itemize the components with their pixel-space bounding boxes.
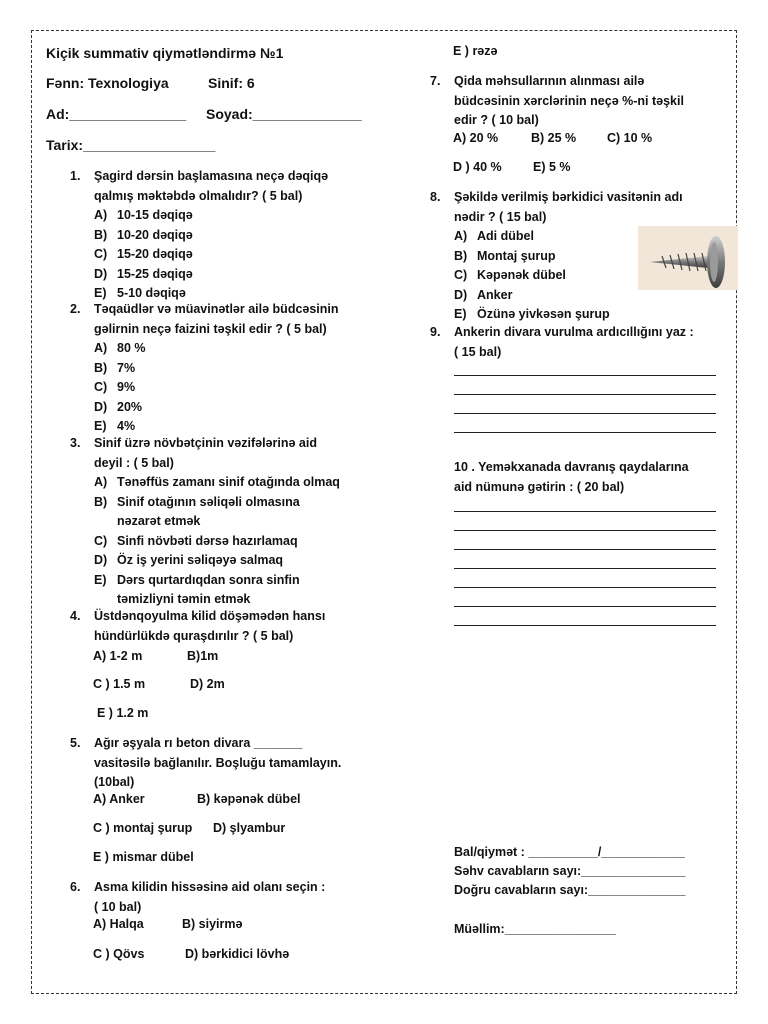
option: E) 4% <box>94 419 136 433</box>
option: D) 20% <box>94 399 143 414</box>
page-title: Kiçik summativ qiymətləndirmə №1 <box>46 45 284 61</box>
answer-line <box>454 375 716 376</box>
option: D) Anker <box>454 287 513 302</box>
question-number: 3. <box>70 436 81 450</box>
question-number: 7. <box>430 74 441 88</box>
option: C) Sinfi növbəti dərsə hazırlamaq <box>94 533 298 548</box>
question-text: Şagird dərsin başlamasına neçə dəqiqə <box>94 169 329 183</box>
option: D) şlyambur <box>213 821 286 835</box>
question-text: Təqaüdlər və müavinətlər ailə büdcəsinin <box>94 302 339 316</box>
option: A) Anker <box>93 792 145 806</box>
grade-label: Sinif: 6 <box>208 75 255 91</box>
question-text: edir ? ( 10 bal) <box>454 113 539 127</box>
option: E) 5 % <box>533 160 571 174</box>
option: B) 10-20 dəqiqə <box>94 227 193 242</box>
answer-line <box>454 432 716 433</box>
question-number: 1. <box>70 169 81 183</box>
option: C ) montaj şurup <box>93 821 193 835</box>
question-text: ( 10 bal) <box>94 899 142 914</box>
option: D ) 40 % <box>453 160 502 174</box>
option: B) kəpənək dübel <box>197 792 301 806</box>
option: A) 1-2 m <box>93 649 143 663</box>
answer-lines-10 <box>454 511 716 644</box>
question-text: Ankerin divara vurulma ardıcıllığını yaz : <box>454 325 694 339</box>
question-text: Şəkildə verilmiş bərkidici vasitənin adı <box>454 190 683 204</box>
question-text: vasitəsilə bağlanılır. Boşluğu tamamlayın. <box>94 755 342 770</box>
option: B) 25 % <box>531 131 577 145</box>
question-10 <box>454 458 689 497</box>
answer-line <box>454 394 716 395</box>
question-number: 2. <box>70 302 81 316</box>
teacher-field: Müəllim:________________ <box>454 922 616 936</box>
option: A) Adi dübel <box>454 229 534 243</box>
answer-line <box>454 587 716 588</box>
option: D) bərkidici lövhə <box>185 947 290 961</box>
question-text: Qida məhsullarının alınması ailə <box>454 74 645 88</box>
answer-line <box>454 606 716 607</box>
question-number: 4. <box>70 609 81 623</box>
subject-label: Fənn: Texnologiya <box>46 75 169 91</box>
option-continuation: təmizliyni təmin etmək <box>117 592 251 606</box>
option: C ) 1.5 m <box>93 677 146 691</box>
option: B) siyirmə <box>182 917 243 931</box>
option-continuation: nəzarət etmək <box>117 514 201 528</box>
answer-line <box>454 413 716 414</box>
answer-line <box>454 511 716 512</box>
screw-image <box>638 226 738 290</box>
question-number: 6. <box>70 880 81 894</box>
option: A) Tənəffüs zamanı sinif otağında olmaq <box>94 475 340 489</box>
question-text: qalmış məktəbdə olmalıdır? ( 5 bal) <box>94 188 303 203</box>
option: D) Öz iş yerini səliqəyə salmaq <box>94 553 284 567</box>
question-text: aid nümunə gətirin : ( 20 bal) <box>454 479 625 494</box>
question-number: 8. <box>430 190 441 204</box>
answer-line <box>454 549 716 550</box>
option: E) Özünə yivkəsən şurup <box>454 307 610 321</box>
wrong-count-field: Səhv cavabların sayı:_______________ <box>454 864 686 878</box>
option: A) Halqa <box>93 917 144 931</box>
date-field: Tarix:_________________ <box>46 137 216 153</box>
option: E) Dərs qurtardıqdan sonra sinfin <box>94 572 300 587</box>
answer-line <box>454 530 716 531</box>
question-text: Üstdənqoyulma kilid döşəmədən hansı <box>94 609 326 623</box>
score-field: Bal/qiymət : __________/____________ <box>454 845 685 859</box>
right-count-field: Doğru cavabların sayı:______________ <box>454 883 686 897</box>
option: C) 9% <box>94 380 136 394</box>
question-text: ( 15 bal) <box>454 344 502 359</box>
option: C ) Qövs <box>93 947 145 961</box>
option: E ) mismar dübel <box>93 850 194 864</box>
question-number: 9. <box>430 325 441 339</box>
question-text: hündürlükdə quraşdırılır ? ( 5 bal) <box>94 628 294 643</box>
option: E) 5-10 dəqiqə <box>94 286 186 300</box>
option: E ) 1.2 m <box>97 706 149 720</box>
option: E ) rəzə <box>453 44 498 58</box>
question-text: büdcəsinin xərclərinin neçə %-ni təşkil <box>454 93 684 108</box>
question-text: Ağır əşyala rı beton divara _______ <box>94 736 303 750</box>
option: A) 20 % <box>453 131 499 145</box>
surname-field: Soyad:______________ <box>206 106 362 122</box>
option: A) 80 % <box>94 341 146 355</box>
question-text: deyil : ( 5 bal) <box>94 455 174 470</box>
option: B) Montaj şurup <box>454 248 556 263</box>
question-text: 10 . Yeməkxanada davranış qaydalarına <box>454 460 689 474</box>
option: D) 15-25 dəqiqə <box>94 266 193 281</box>
option: C) Kəpənək dübel <box>454 268 566 282</box>
question-text: Sinif üzrə növbətçinin vəzifələrinə aid <box>94 436 317 450</box>
answer-line <box>454 625 716 626</box>
question-text: (10bal) <box>94 775 135 789</box>
option: B)1m <box>187 649 219 663</box>
option: B) Sinif otağının səliqəli olmasına <box>94 494 300 509</box>
option: C) 15-20 dəqiqə <box>94 247 193 261</box>
option: D) 2m <box>190 677 225 691</box>
question-number: 5. <box>70 736 81 750</box>
option: B) 7% <box>94 360 136 375</box>
question-text: nədir ? ( 15 bal) <box>454 209 547 224</box>
option: A) 10-15 dəqiqə <box>94 208 193 222</box>
answer-line <box>454 568 716 569</box>
option: C) 10 % <box>607 131 653 145</box>
name-field: Ad:_______________ <box>46 106 187 122</box>
answer-lines-9 <box>454 375 716 451</box>
question-text: Asma kilidin hissəsinə aid olanı seçin : <box>94 880 326 894</box>
question-text: gəlirnin neçə faizini təşkil edir ? ( 5 bal) <box>94 321 327 336</box>
